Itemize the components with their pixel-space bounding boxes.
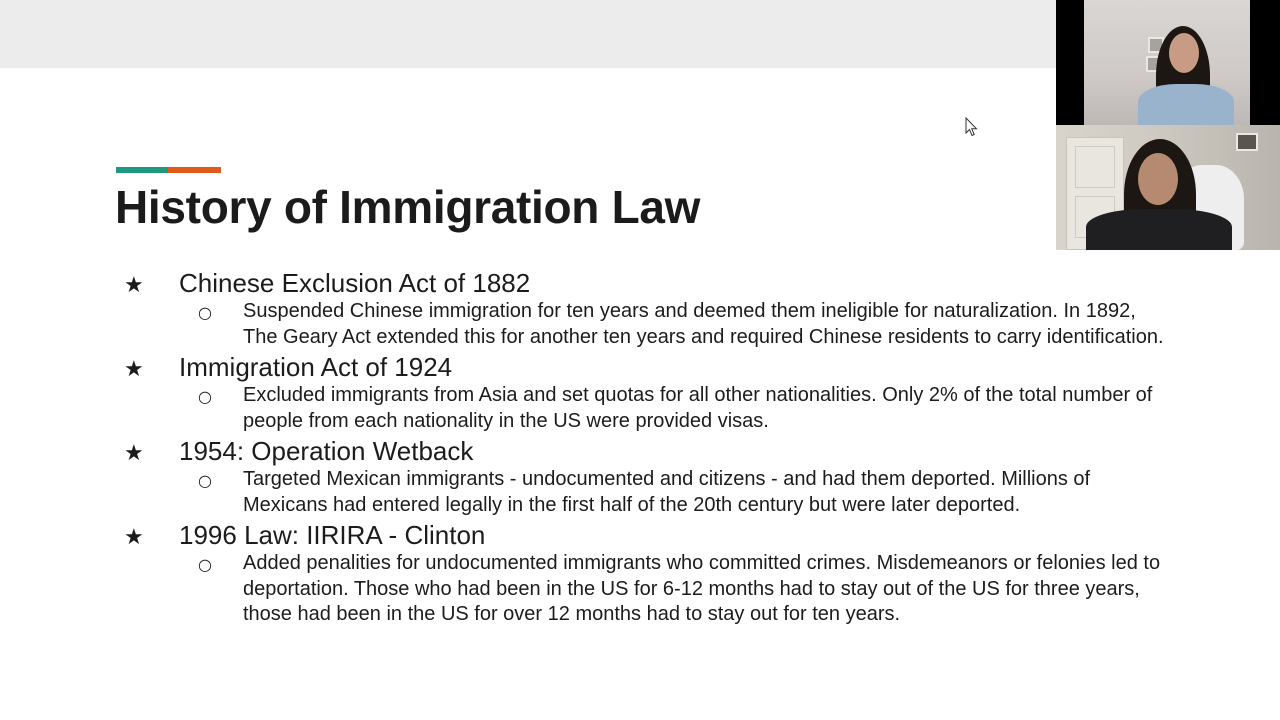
circle-bullet-icon: ○ [198, 387, 212, 406]
bullet-item [120, 520, 1170, 551]
bullet-heading: 1954: Operation Wetback [179, 436, 474, 466]
bullet-item [120, 352, 1170, 383]
bullet-item [120, 436, 1170, 467]
bullet-heading: 1996 Law: IIRIRA - Clinton [179, 520, 486, 550]
mouse-pointer-icon [965, 117, 979, 137]
circle-bullet-icon: ○ [198, 471, 212, 490]
sub-bullet-item [120, 467, 1170, 518]
title-accent-bar [116, 167, 221, 173]
star-bullet-icon: ★ [124, 357, 144, 382]
bullet-heading: Chinese Exclusion Act of 1882 [179, 268, 531, 298]
bullet-heading: Immigration Act of 1924 [179, 352, 453, 382]
circle-bullet-icon: ○ [198, 303, 212, 322]
accent-teal [116, 167, 168, 173]
sub-bullet-item [120, 551, 1170, 628]
sub-bullet-item [120, 383, 1170, 434]
sub-bullet-text: Targeted Mexican immigrants - undocumented and citizens - and had them deported. Millions of Mexicans had entered legally in the first half of the 20th century but were later deported. [243, 468, 1091, 516]
video-tile-participant-2[interactable] [1056, 125, 1280, 250]
accent-orange [168, 167, 221, 173]
sub-bullet-text: Suspended Chinese immigration for ten years and deemed them ineligible for naturalization. In 1892, The Geary Act extended this for another ten years and required Chinese residents to carry identification. [243, 300, 1164, 348]
sub-bullet-item [120, 299, 1170, 350]
bullet-item [120, 268, 1170, 299]
sub-bullet-text: Excluded immigrants from Asia and set quotas for all other nationalities. Only 2% of the total number of people from each nationality in the US were provided visas. [243, 384, 1153, 432]
star-bullet-icon: ★ [124, 525, 144, 550]
circle-bullet-icon: ○ [198, 555, 212, 574]
video-tile-participant-1[interactable] [1056, 0, 1280, 125]
star-bullet-icon: ★ [124, 441, 144, 466]
slide-title: History of Immigration Law [115, 181, 701, 233]
sub-bullet-text: Added penalities for undocumented immigrants who committed crimes. Misdemeanors or felonies led to deportation. Those who had been in the US for 6-12 months had to stay out of the US for three years, those had been in the US for over 12 months had to stay out for ten years. [243, 552, 1161, 625]
star-bullet-icon: ★ [124, 273, 144, 298]
wall-picture [1236, 133, 1258, 151]
video-feed [1084, 0, 1250, 125]
slide-bullet-list [120, 268, 1170, 630]
